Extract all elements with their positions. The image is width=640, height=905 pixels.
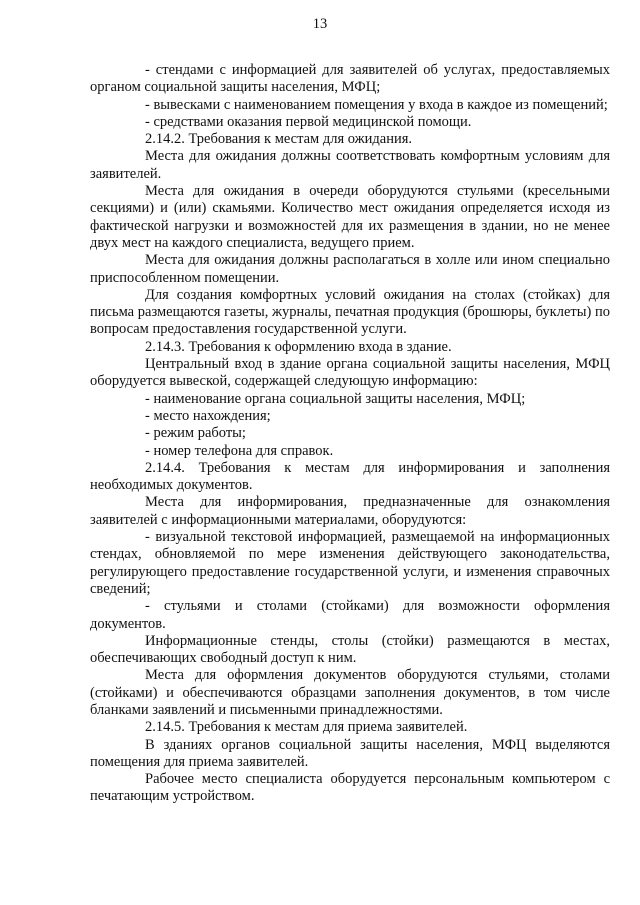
paragraph: Места для ожидания в очереди оборудуются стульями (кресельными секциями) и (или) скамьями. Количество мест ожидания определяется исходя из фактической нагрузки и возможностей для их размещения в здании, но не менее двух мест на каждого специалиста, ведущего прием.: [90, 183, 610, 251]
list-item: - место нахождения;: [145, 407, 271, 424]
section-heading: 2.14.2. Требования к местам для ожидания.: [145, 131, 413, 148]
page-number: 13: [312, 16, 328, 32]
section-heading: 2.14.5. Требования к местам для приема заявителей.: [145, 719, 468, 736]
paragraph: - средствами оказания первой медицинской помощи.: [145, 113, 472, 130]
paragraph: В зданиях органов социальной защиты населения, МФЦ выделяются помещения для приема заявителей.: [90, 736, 610, 770]
section-heading: 2.14.3. Требования к оформлению входа в здание.: [145, 338, 452, 355]
list-item: - стульями и столами (стойками) для возможности оформления документов.: [90, 598, 610, 632]
paragraph: Места для оформления документов оборудуются стульями, столами (стойками) и обеспечиваются образцами заполнения документов, в том числе бланками заявлений и письменными принадлежностями.: [90, 667, 610, 718]
section-heading: 2.14.4. Требования к местам для информирования и заполнения необходимых документов.: [90, 459, 610, 494]
paragraph: Информационные стенды, столы (стойки) размещаются в местах, обеспечивающих свободный доступ к ним.: [90, 632, 610, 667]
paragraph: Места для информирования, предназначенные для ознакомления заявителей с информационными материалами, оборудуются:: [90, 494, 610, 528]
list-item: - режим работы;: [145, 425, 246, 442]
list-item: - номер телефона для справок.: [145, 442, 334, 459]
list-item: - визуальной текстовой информацией, размещаемой на информационных стендах, обновляемой по мере изменения действующего законодательства, регулирующего предоставление государственной услуги, и изменения справочных сведений;: [90, 529, 610, 597]
paragraph: Для создания комфортных условий ожидания на столах (стойках) для письма размещаются газеты, журналы, печатная продукция (брошюры, буклеты) по вопросам предоставления государственной услуги.: [90, 286, 610, 338]
paragraph: Места для ожидания должны располагаться в холле или ином специально приспособленном помещении.: [90, 252, 610, 286]
paragraph: Центральный вход в здание органа социальной защиты населения, МФЦ оборудуется вывеской, содержащей следующую информацию:: [90, 356, 610, 390]
paragraph: Рабочее место специалиста оборудуется персональным компьютером с печатающим устройством.: [90, 771, 610, 805]
paragraph: - вывесками с наименованием помещения у входа в каждое из помещений;: [145, 96, 608, 113]
paragraph: Места для ожидания должны соответствовать комфортным условиям для заявителей.: [90, 148, 610, 182]
list-item: - наименование органа социальной защиты населения, МФЦ;: [145, 390, 526, 407]
paragraph: - стендами с информацией для заявителей об услугах, предоставляемых органом социальной защиты населения, МФЦ;: [90, 62, 610, 96]
body-text: [90, 62, 610, 806]
